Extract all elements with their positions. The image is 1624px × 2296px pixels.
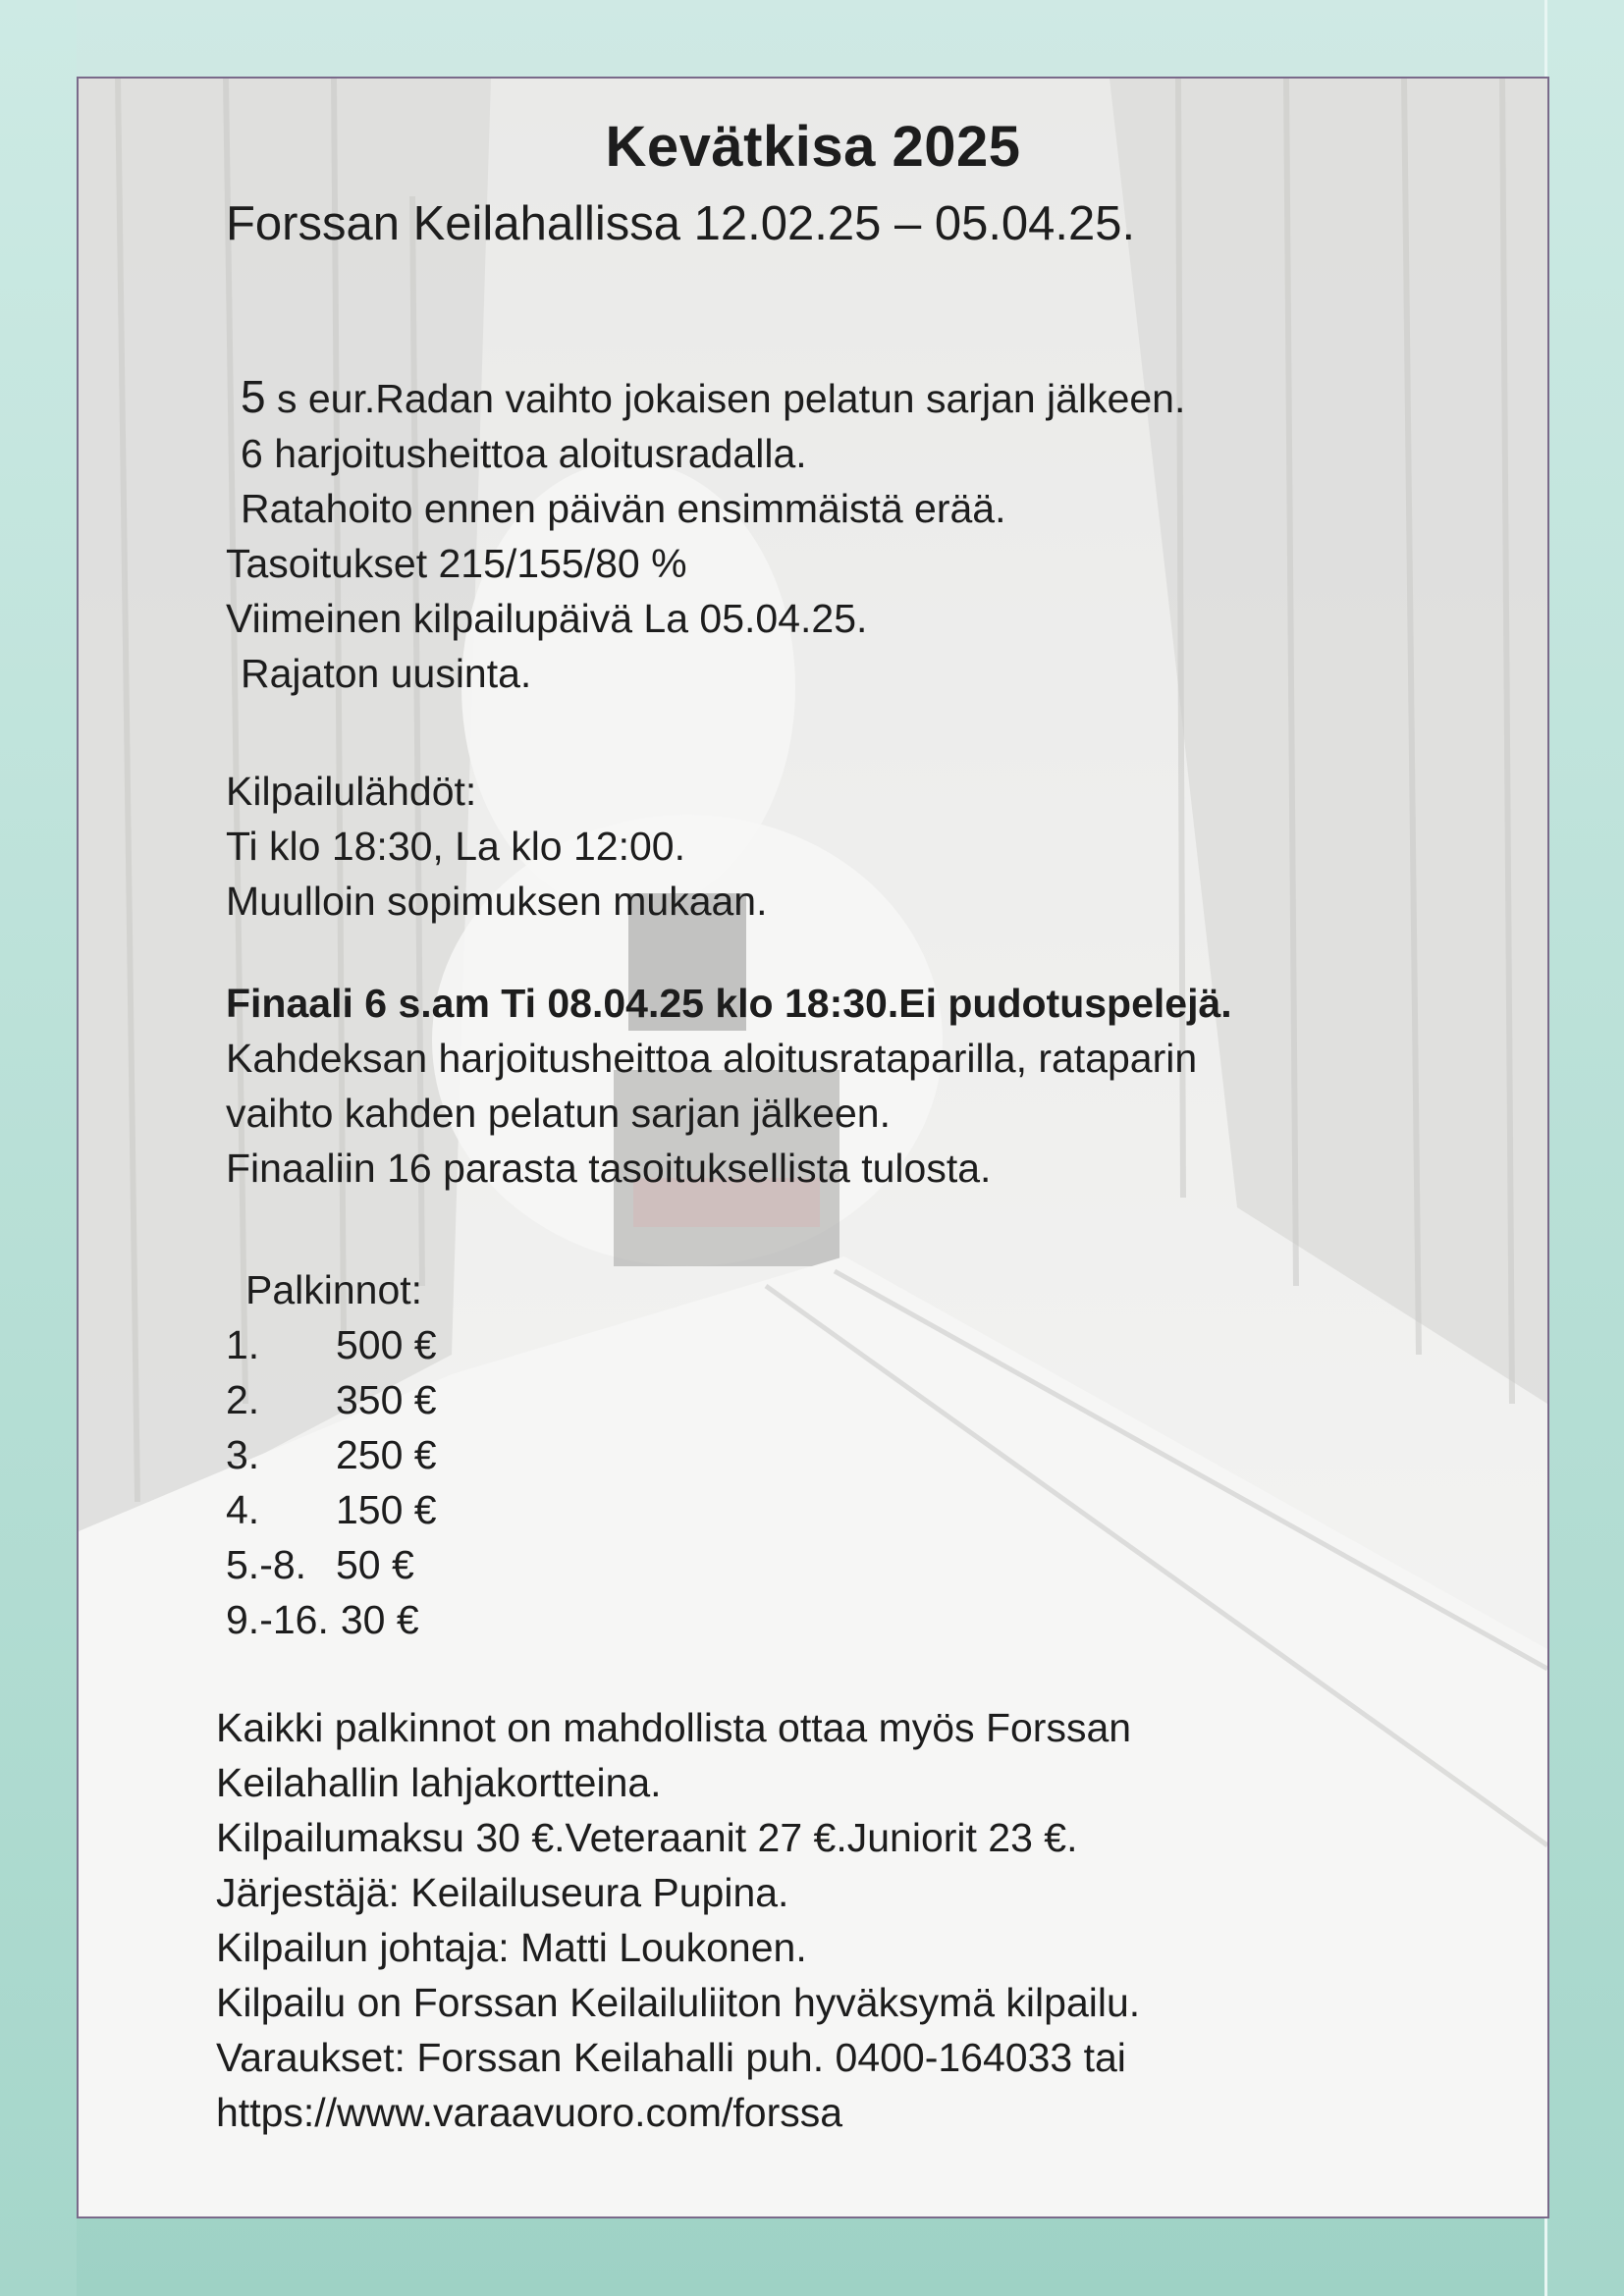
- prize-amount: 50 €: [336, 1542, 414, 1587]
- prizes-section: [226, 1262, 437, 1647]
- poster: [77, 77, 1549, 2218]
- booking-url: https://www.varaavuoro.com/forssa: [216, 2090, 843, 2135]
- rules-line-5: Viimeinen kilpailupäivä La 05.04.25.: [226, 596, 868, 641]
- start-times-section: [221, 764, 768, 929]
- rules-line-4: Tasoitukset 215/155/80 %: [226, 541, 687, 586]
- prize-rank: 3.: [226, 1432, 260, 1477]
- prize-row: [226, 1427, 437, 1482]
- prize-amount: 500 €: [336, 1322, 437, 1367]
- start-times: Ti klo 18:30, La klo 12:00.: [226, 824, 685, 869]
- prize-rank: 9.-16.: [226, 1597, 329, 1642]
- organizer: Järjestäjä: Keilailuseura Pupina.: [216, 1870, 789, 1915]
- prize-amount: 30 €: [340, 1597, 419, 1642]
- start-times-heading: Kilpailulähdöt:: [226, 769, 477, 814]
- final-headline: Finaali 6 s.am Ti 08.04.25 klo 18:30.Ei pudotuspelejä.: [226, 981, 1232, 1026]
- prize-row: [226, 1317, 437, 1372]
- prize-row: [226, 1537, 437, 1592]
- rules-line-1-text: s eur.Radan vaihto jokaisen pelatun sarjan jälkeen.: [265, 376, 1186, 421]
- left-border-stripe: [0, 0, 77, 2296]
- prize-rank: 5.-8.: [226, 1542, 307, 1587]
- competition-director: Kilpailun johtaja: Matti Loukonen.: [216, 1925, 807, 1970]
- prize-amount: 150 €: [336, 1487, 437, 1532]
- info-section: [216, 1700, 1140, 2030]
- booking-phone: Varaukset: Forssan Keilahalli puh. 0400-164033 tai: [216, 2035, 1126, 2080]
- series-count: 5: [241, 371, 266, 422]
- entry-fee: Kilpailumaksu 30 €.Veteraanit 27 €.Juniorit 23 €.: [216, 1815, 1078, 1860]
- prizes-heading: Palkinnot:: [245, 1267, 423, 1312]
- rules-line-3: Ratahoito ennen päivän ensimmäistä erää.: [241, 486, 1006, 531]
- prize-row: [226, 1372, 437, 1427]
- final-line-3: vaihto kahden pelatun sarjan jälkeen.: [226, 1091, 891, 1136]
- prize-rank: 4.: [226, 1487, 260, 1532]
- booking-section: [216, 2030, 1126, 2140]
- info-line-1: Kaikki palkinnot on mahdollista ottaa myös Forssan: [216, 1705, 1132, 1750]
- start-times-other: Muulloin sopimuksen mukaan.: [226, 879, 768, 924]
- right-border-stripe: [1544, 0, 1624, 2296]
- venue-and-dates: Forssan Keilahallissa 12.02.25 – 05.04.25.: [226, 197, 1136, 250]
- info-line-2: Keilahallin lahjakortteina.: [216, 1760, 662, 1805]
- prize-row: [226, 1592, 437, 1647]
- rules-line-6: Rajaton uusinta.: [241, 651, 532, 696]
- final-line-2: Kahdeksan harjoitusheittoa aloitusrataparilla, rataparin: [226, 1036, 1198, 1081]
- page-title: Kevätkisa 2025: [605, 115, 1021, 179]
- final-line-4: Finaaliin 16 parasta tasoituksellista tulosta.: [226, 1146, 992, 1191]
- rules-line-1: [221, 369, 1185, 426]
- approval-note: Kilpailu on Forssan Keilailuliiton hyväksymä kilpailu.: [216, 1980, 1141, 2025]
- prize-rank: 2.: [226, 1377, 260, 1422]
- prize-amount: 250 €: [336, 1432, 437, 1477]
- prize-row: [226, 1482, 437, 1537]
- rules-line-2: 6 harjoitusheittoa aloitusradalla.: [241, 431, 807, 476]
- prize-amount: 350 €: [336, 1377, 437, 1422]
- rules-section: [221, 369, 1185, 701]
- poster-content: [79, 79, 1547, 2216]
- prize-rank: 1.: [226, 1322, 260, 1367]
- final-section: [221, 976, 1232, 1196]
